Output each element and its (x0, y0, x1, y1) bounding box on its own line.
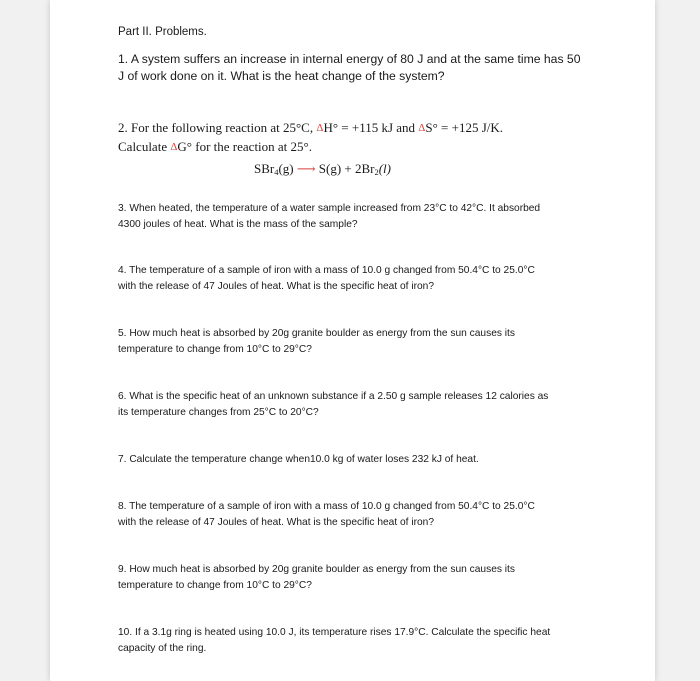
delta-triangle-icon: Δ (418, 122, 426, 134)
delta-triangle-icon: Δ (316, 122, 324, 134)
question-9 (118, 562, 515, 593)
question-3-line-2: 4300 joules of heat. What is the mass of the sample? (118, 218, 358, 230)
question-10-line-1: 10. If a 3.1g ring is heated using 10.0 J, its temperature rises 17.9°C. Calculate the specific heat (118, 627, 551, 638)
reactant-subscript: 4 (274, 167, 279, 177)
question-10 (118, 625, 550, 656)
question-8-line-2: with the release of 47 Joules of heat. What is the specific heat of iron? (118, 516, 434, 528)
delta-triangle-icon: Δ (170, 141, 178, 153)
question-9-line-2: temperature to change from 10°C to 29°C? (118, 579, 312, 591)
question-6-line-1: 6. What is the specific heat of an unknown substance if a 2.50 g sample releases 12 calories as (118, 391, 549, 402)
question-7-line-1: 7. Calculate the temperature change when10.0 kg of water loses 232 kJ of heat. (118, 454, 479, 465)
reaction-arrow-icon: ⟶ (296, 161, 316, 176)
question-2-text-a: 2. For the following reaction at 25°C, (118, 120, 317, 135)
question-8-line-1: 8. The temperature of a sample of iron with a mass of 10.0 g changed from 50.4°C to 25.0°C (118, 501, 535, 512)
product-formula: S(g) + 2Br (315, 161, 375, 176)
question-5-line-2: temperature to change from 10°C to 29°C? (118, 343, 312, 355)
question-2-line-1 (118, 119, 503, 138)
reactant-formula: SBr (254, 161, 275, 176)
question-10-line-2: capacity of the ring. (118, 642, 207, 654)
question-6 (118, 389, 548, 420)
reaction-equation (254, 161, 391, 177)
question-2-text-b: H° = +115 kJ and (323, 120, 419, 135)
question-1 (118, 51, 580, 85)
question-9-line-1: 9. How much heat is absorbed by 20g granite boulder as energy from the sun causes its (118, 564, 515, 575)
question-5 (118, 326, 515, 357)
question-1-line-2: J of work done on it. What is the heat change of the system? (118, 69, 445, 83)
question-2-text-e: G° for the reaction at 25°. (177, 139, 312, 154)
question-2-text-d: Calculate (118, 139, 171, 154)
question-4-line-1: 4. The temperature of a sample of iron with a mass of 10.0 g changed from 50.4°C to 25.0°C (118, 265, 535, 276)
question-4-line-2: with the release of 47 Joules of heat. What is the specific heat of iron? (118, 280, 434, 292)
question-6-line-2: its temperature changes from 25°C to 20°C? (118, 406, 319, 418)
question-2 (118, 119, 503, 157)
section-title: Part II. Problems. (118, 26, 207, 38)
question-2-text-c: S° = +125 J/K. (425, 120, 504, 135)
product-state: (l) (378, 161, 391, 176)
product-subscript: 2 (374, 167, 379, 177)
document-page (50, 0, 655, 681)
question-1-line-1: 1. A system suffers an increase in internal energy of 80 J and at the same time has 50 (118, 52, 581, 66)
question-7 (118, 452, 479, 468)
question-4 (118, 263, 535, 294)
question-2-line-2 (118, 138, 503, 157)
question-8 (118, 499, 535, 530)
question-5-line-1: 5. How much heat is absorbed by 20g granite boulder as energy from the sun causes its (118, 328, 515, 339)
question-3-line-1: 3. When heated, the temperature of a water sample increased from 23°C to 42°C. It absorbed (118, 203, 541, 214)
reactant-state: (g) (278, 161, 297, 176)
question-3 (118, 201, 540, 232)
